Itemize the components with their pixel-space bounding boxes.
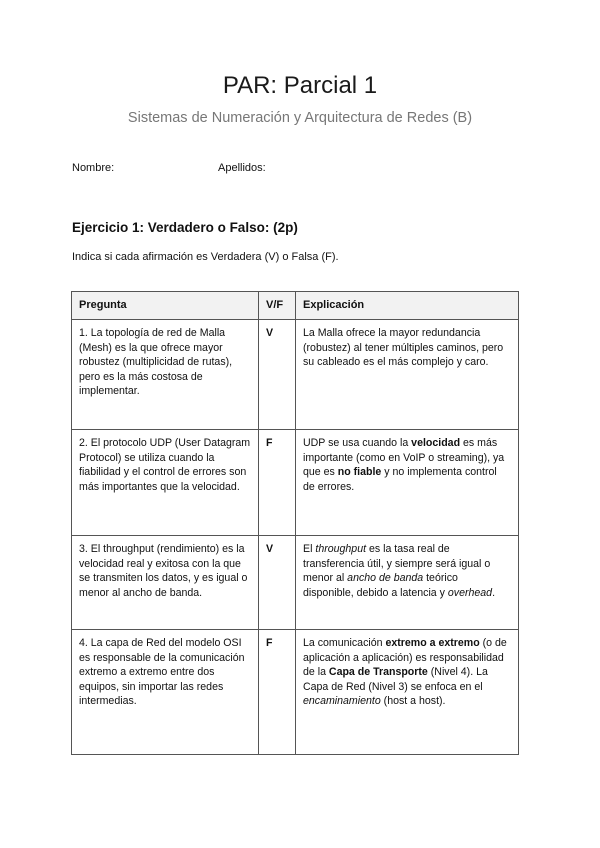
explanation-segment: El: [303, 543, 316, 555]
explanation-segment: teórico disponible, debido a latencia y: [303, 572, 458, 599]
explanation-segment-italic: ancho de banda: [347, 572, 424, 585]
answer-cell: V: [259, 320, 296, 430]
exercise-instructions: Indica si cada afirmación es Verdadera (V) o Falsa (F).: [72, 251, 339, 263]
table-row: [72, 630, 519, 755]
page-title: PAR: Parcial 1: [222, 72, 378, 99]
question-cell: 4. La capa de Red del modelo OSI es responsable de la comunicación extremo a extremo entre dos equipos, sin importar las redes intermedias.: [72, 630, 259, 755]
explanation-segment: (host a host).: [380, 695, 446, 708]
table-row: [72, 320, 519, 430]
explanation-cell: [296, 630, 519, 755]
explanation-segment: La comunicación: [303, 637, 386, 649]
table-row: [72, 430, 519, 536]
explanation-segment: .: [492, 586, 496, 599]
question-cell: 3. El throughput (rendimiento) es la velocidad real y exitosa con la que se transmiten los datos, y es igual o menor al ancho de banda.: [72, 536, 259, 630]
exercise-heading: Ejercicio 1: Verdadero o Falso: (2p): [72, 220, 298, 235]
explanation-cell: [296, 536, 519, 630]
page-subtitle: Sistemas de Numeración y Arquitectura de Redes (B): [127, 110, 473, 126]
explanation-cell: [296, 430, 519, 536]
nombre-label: Nombre:: [72, 162, 115, 174]
column-header-pregunta: Pregunta: [72, 292, 259, 320]
explanation-segment-bold: no fiable: [337, 466, 382, 479]
explanation-segment: UDP se usa cuando la: [303, 437, 412, 449]
explanation-segment-bold: velocidad: [411, 437, 461, 449]
explanation-segment-italic: encaminamiento: [303, 695, 381, 708]
explanation-segment-italic: overhead: [447, 586, 493, 599]
true-false-table: [71, 291, 519, 755]
explanation-segment-bold: Capa de Transporte: [328, 666, 428, 679]
explanation-segment: (Nivel 4). La Capa de Red (Nivel 3) se enfoca en el: [303, 666, 488, 693]
explanation-segment: y no implementa control de errores.: [303, 466, 497, 493]
table-header-row: [72, 292, 519, 320]
column-header-vf: V/F: [259, 292, 296, 320]
table-row: [72, 536, 519, 630]
answer-cell: V: [259, 536, 296, 630]
explanation-segment: (o de aplicación a aplicación) es responsabilidad de la: [303, 637, 507, 679]
explanation-segment: es más importante (como en VoIP o streaming), ya que es: [303, 437, 505, 479]
explanation-segment: La Malla ofrece la mayor redundancia (robustez) al tener múltiples caminos, pero su cableado es el más complejo y caro.: [303, 327, 504, 369]
answer-cell: F: [259, 430, 296, 536]
explanation-segment-bold: extremo a extremo: [385, 637, 480, 649]
apellidos-label: Apellidos:: [218, 162, 266, 174]
answer-cell: F: [259, 630, 296, 755]
explanation-segment-italic: throughput: [315, 543, 367, 555]
explanation-segment: es la tasa real de transferencia útil, y siempre será igual o menor al: [303, 543, 491, 585]
explanation-cell: [296, 320, 519, 430]
question-cell: 2. El protocolo UDP (User Datagram Protocol) se utiliza cuando la fiabilidad y el control de errores son más importantes que la velocidad.: [72, 430, 259, 536]
question-cell: 1. La topología de red de Malla (Mesh) es la que ofrece mayor robustez (multiplicidad de rutas), pero es la más costosa de implementar.: [72, 320, 259, 430]
column-header-explicacion: Explicación: [296, 292, 519, 320]
